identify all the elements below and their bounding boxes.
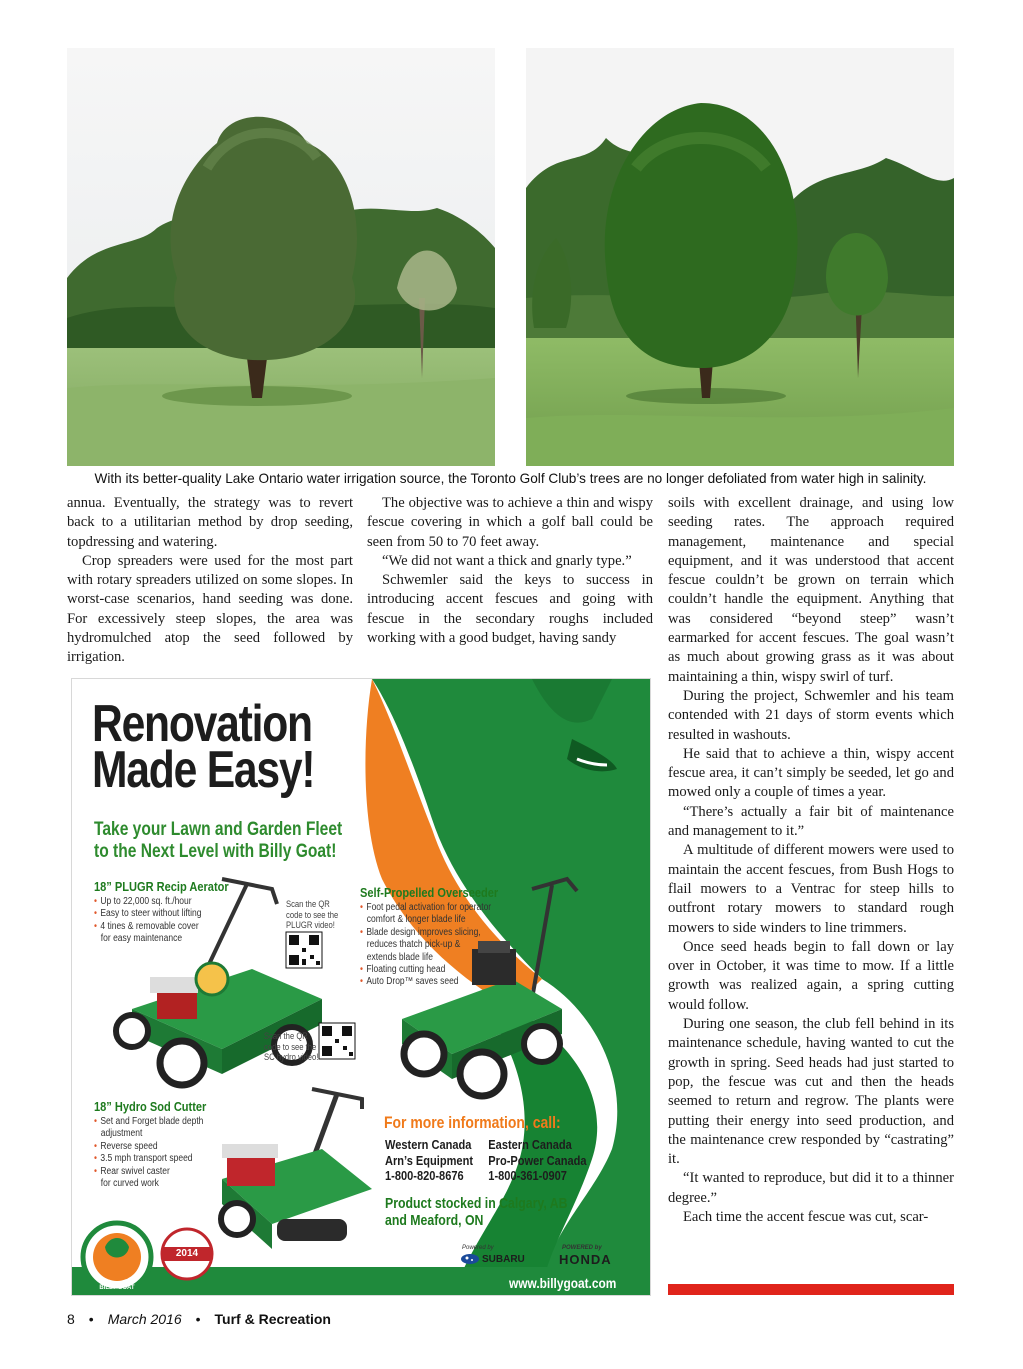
ad-headline [92,695,315,799]
feature-item: • Set and Forget blade depth [94,1116,206,1128]
feature-item: • Easy to steer without lifting [94,908,229,920]
article-column-3 [668,494,954,1227]
contact-phone[interactable]: 1-800-361-0907 [488,1168,567,1183]
powered-by-label-2: POWERED by [562,1245,602,1251]
ad-stock-note [385,1195,567,1229]
photo-defoliated-tree [67,48,495,466]
paragraph: The objective was to achieve a thin and wispy fescue covering in which a golf ball could be seen from 50 to 70 feet away. [367,495,653,550]
feature-item: comfort & longer blade life [366,914,466,926]
paragraph: “There’s actually a fair bit of maintenance and management to it.” [668,803,954,840]
qr-code-sod-cutter [319,1023,355,1059]
paragraph: Crop spreaders were used for the most part with rotary spreaders utilized on some slopes. In worst-case scenarios, hand seeding was done. For excessively steep slopes, the area was hydromulched atop the seed followed by irrigation. [67,552,353,666]
paragraph: “It wanted to reproduce, but did it to a thinner degree.” [668,1170,954,1206]
billy-goat-logo [83,1223,151,1291]
issue-date: March 2016 [107,1311,182,1327]
page-number: 8 [67,1311,75,1327]
contact-phone[interactable]: 1-800-820-8676 [385,1168,464,1183]
paragraph: He said that to achieve a thin, wispy accent fescue area, it can’t simply be seeded, let go and mowed only a couple of times a year. [668,745,954,801]
paragraph: “We did not want a thick and gnarly type.” [382,552,632,569]
honda-wordmark: HONDA [559,1252,612,1267]
contact-dealer: Pro-Power Canada [488,1152,587,1168]
feature-item: • 4 tines & removable cover [94,921,229,933]
logo-wordmark: BILLY GOAT [99,1285,135,1291]
photo-healthy-tree [526,48,954,466]
sod-cutter-block [94,1099,226,1190]
western-canada-contact [385,1137,473,1184]
contact-region: Western Canada [385,1137,472,1152]
feature-item: • 3.5 mph transport speed [94,1153,206,1165]
paragraph: soils with excellent drainage, and using low seeding rates. The approach required management, maintenance and special equipment, and it was understood that accent fescue couldn’t be grown on terrain which couldn’t handle the equipment. Anything that was considered “beyond steep” wasn’t earmarked for accent fescues. The goal wasn’t as much about growing grass as it was about maintaining a thin, wispy swirl of turf. [668,495,954,685]
end-of-page-bar [668,1284,954,1295]
sod-cutter-machine [221,1089,372,1249]
stock-line-1: Product stocked in Calgary, AB [385,1195,568,1212]
paragraph: Each time the accent fescue was cut, scar- [683,1208,929,1225]
qr-note-line: Scan the QR [286,899,330,909]
aerator-features [94,896,229,946]
aerator-block [94,879,252,946]
powered-by-label: Powered by [462,1245,494,1251]
feature-item: • Foot pedal activation for operator [360,902,498,914]
ad-subhead-line-2: to the Next Level with Billy Goat! [94,841,337,862]
qr-note-line: PLUGR video! [286,920,335,930]
qr-note-line: code to see the [286,909,339,920]
article-column-1 [67,494,353,668]
plugr-qr-note [286,899,338,931]
feature-item: • Rear swivel caster [94,1166,206,1178]
qr-note-line: code to see the [264,1041,317,1052]
sc-qr-note [264,1031,318,1063]
billy-goat-advertisement[interactable] [71,678,651,1296]
paragraph: Schwemler said the keys to success in introducing accent fescues and going with fescue in the secondary roughs included working with a good budget, having sandy [367,572,653,647]
feature-item: • Auto Drop™ saves seed [360,976,498,988]
ad-headline-line-1: Renovation [92,695,312,753]
magazine-name: Turf & Recreation [214,1311,331,1327]
paragraph: Once seed heads begin to fall down or lay over in October, it was time to mow. If a little growth was realized again, a spring cutting would follow. [668,938,954,1013]
subaru-logo [461,1254,479,1264]
subaru-wordmark: SUBARU [482,1254,525,1265]
overseeder-title: Self-Propelled Overseeder [360,885,499,900]
overseeder-block [360,885,523,989]
ad-subhead [94,819,342,863]
qr-note-line: SC hydro video! [264,1052,319,1062]
sod-cutter-title: 18” Hydro Sod Cutter [94,1099,207,1114]
feature-item: • Reverse speed [94,1141,206,1153]
feature-item: for curved work [100,1178,159,1190]
footer-separator: • [88,1311,94,1327]
feature-item: • Blade design improves slicing, [360,927,498,939]
article-column-2 [367,494,653,648]
paragraph: annua. Eventually, the strategy was to revert back to a utilitarian method by drop seeding, topdressing and watering. [67,495,353,550]
paragraph: During the project, Schwemler and his team contended with 21 days of storm events which resulted in washouts. [668,687,954,743]
ad-subhead-line-1: Take your Lawn and Garden Fleet [94,819,343,840]
feature-item: reduces thatch pick-up & [366,939,461,951]
feature-item: • Floating cutting head [360,964,498,976]
ad-headline-line-2: Made Easy! [92,741,315,799]
feature-item: for easy maintenance [100,933,183,945]
paragraph: During one season, the club fell behind in its maintenance schedule, having wanted to cut the growth in spring. Seed heads had just started to pop, the fescue was cut and then the heads seemed to return and regrow. The plants were putting their energy into seed production, and the maintenance crew responded by “castrating” it. [668,1016,954,1168]
feature-item: adjustment [100,1128,143,1140]
photo-caption: With its better-quality Lake Ontario water irrigation source, the Toronto Golf Club’s trees are no longer defoliated from water high in salinity. [94,471,927,486]
ad-call-heading: For more information, call: [384,1113,561,1132]
ad-contacts [385,1137,587,1184]
page-footer [67,1311,331,1327]
footer-separator: • [195,1311,201,1327]
qr-code-plugr [286,932,322,968]
sod-cutter-features [94,1116,206,1190]
eastern-canada-contact [488,1137,586,1184]
stock-line-2: and Meaford, ON [385,1212,484,1229]
paragraph: A multitude of different mowers were used to maintain the accent fescues, from Bush Hogs to flail mowers to a Ventrac for steep hills to outfront rotary mowers to standard rough mowers to side winders to line trimmers. [668,842,954,936]
overseeder-features [360,902,498,989]
badge-year: 2014 [175,1248,199,1259]
contact-dealer: Arn’s Equipment [385,1152,474,1168]
ad-website-link[interactable]: www.billygoat.com [509,1275,617,1291]
feature-item: • Up to 22,000 sq. ft./hour [94,896,229,908]
badge-word: TWENTY [172,1239,202,1246]
qr-note-line: Scan the QR [264,1031,308,1041]
aerator-title: 18” PLUGR Recip Aerator [94,879,229,894]
contact-region: Eastern Canada [488,1137,572,1152]
feature-item: extends blade life [366,951,433,963]
